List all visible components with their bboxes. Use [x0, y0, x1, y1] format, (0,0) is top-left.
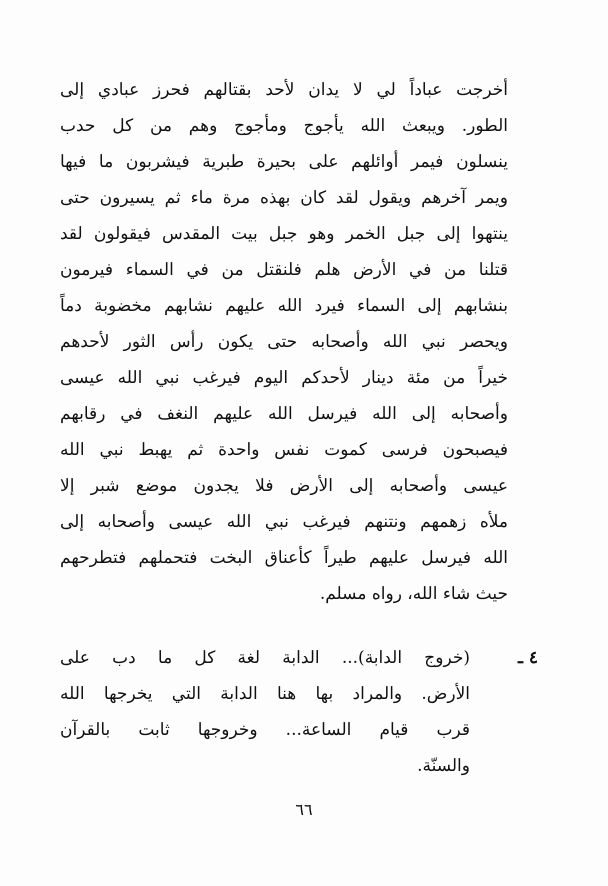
body-line: أخرجت عباداً لي لا يدان لأحد بقتالهم فحرز عبادي إلى	[60, 80, 508, 100]
body-line: عيسى وأصحابه إلى الأرض فلا يجدون موضع شبر إلا	[60, 476, 508, 496]
body-line: فيصبحون فرسى كموت نفس واحدة ثم يهبط نبي الله	[60, 440, 508, 460]
body-line: حيث شاء الله، رواه مسلم.	[319, 584, 508, 604]
page-number: ٦٦	[295, 800, 313, 819]
item-line: والسنّة.	[417, 756, 470, 776]
item-line: قرب قيام الساعة... وخروجها ثابت بالقرآن	[60, 720, 470, 740]
body-line: ويمر آخرهم ويقول لقد كان بهذه مرة ماء ثم يسيرون حتى	[60, 188, 508, 208]
body-line: الطور. ويبعث الله يأجوج ومأجوج وهم من كل حدب	[60, 116, 508, 136]
item-text	[60, 640, 470, 784]
body-line: خيراً من مئة دينار لأحدكم اليوم فيرغب نبي الله عيسى	[60, 368, 508, 388]
body-line: بنشابهم إلى السماء فيرد الله عليهم نشابهم مخضوبة دماً	[60, 296, 508, 316]
body-line: ينتهوا إلى جبل الخمر وهو جبل بيت المقدس فيقولون لقد	[60, 224, 508, 244]
item-line: الأرض. والمراد بها هنا الدابة التي يخرجها الله	[60, 684, 470, 704]
body-line: وأصحابه إلى الله فيرسل الله عليهم النغف في رقابهم	[60, 404, 508, 424]
body-line: الله فيرسل عليهم طيراً كأعناق البخت فتحملهم فتطرحهم	[60, 548, 508, 568]
body-line: ينسلون فيمر أوائلهم على بحيرة طبرية فيشربون ما فيها	[60, 152, 508, 172]
body-line: قتلنا من في الأرض هلم فلنقتل من في السماء فيرمون	[60, 260, 508, 280]
body-text	[60, 72, 508, 612]
item-line: (خروج الدابة)... الدابة لغة كل ما دب على	[60, 648, 470, 668]
body-line: ويحصر نبي الله وأصحابه حتى يكون رأس الثور لأحدهم	[60, 332, 508, 352]
body-line: ملأه زهمهم ونتنهم فيرغب نبي الله عيسى وأصحابه إلى	[60, 512, 508, 532]
item-number: ٤ ـ	[517, 648, 538, 668]
